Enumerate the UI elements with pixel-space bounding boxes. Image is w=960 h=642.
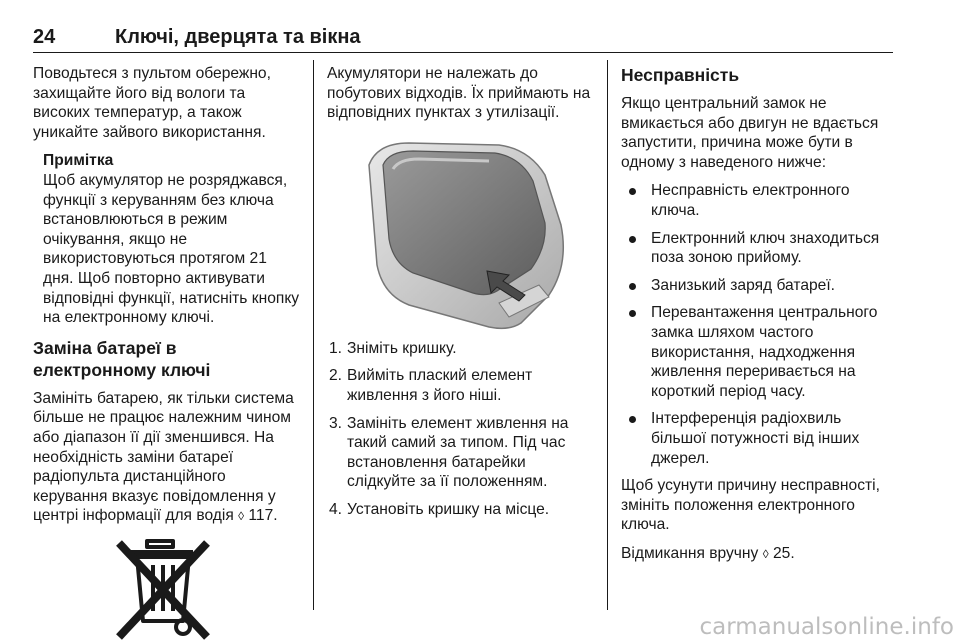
malfunction-outro: Щоб усунути причину несправності, змініть положення електронного ключа. [621,477,880,534]
note-title: Примітка [43,152,114,170]
intro-paragraph: Поводьтеся з пультом обережно, захищайте його від вологи та високих температур, а також уникайте зайвого використання. [33,65,271,141]
column-1 [33,64,301,641]
list-item: 4. Установіть кришку на місце. [329,500,550,518]
bullet-icon [629,283,636,290]
list-item: Несправність електронного ключа. [621,181,889,220]
recycling-paragraph: Акумулятори не належать до побутових відходів. Їх приймають на відповідних пунктах з утилізації. [327,65,591,122]
note-text: Щоб акумулятор не розряджався, функції з керуванням без ключа встановлюються в режим очікування, якщо не використовуються протягом 21 дня. Щоб повторно активувати відповідні функції, натисніть кнопку на електронному ключі. [43,171,300,327]
list-item: 3. Замініть елемент живлення на такий самий за типом. Під час встановлення батарейки слідкуйте за її положенням. [329,414,569,491]
list-item: Електронний ключ знаходиться поза зоною прийому. [621,229,889,268]
column-divider-2 [607,60,608,610]
xref-link[interactable]: 25. [772,544,795,562]
manual-unlock-ref: Відмикання вручну ◊ 25. [621,544,795,562]
key-fob-illustration [349,135,581,331]
page-title: Ключі, дверцята та вікна [115,26,361,48]
bullet-icon [629,236,636,243]
list-item: Перевантаження центрального замка шляхом частого використання, надходження живлення переривається на короткий період часу. [621,303,889,401]
header-rule [33,52,893,53]
battery-text: Замініть батарею, як тільки система більше не працює належним чином або діапазон її дії зменшився. На необхідність заміни батареї радіопульта дистанційного керування вказує повідомлення у центрі інформації для водія [33,389,294,525]
bullet-icon [629,416,636,423]
column-divider-1 [313,60,314,610]
list-item: 1. Зніміть кришку. [329,339,457,357]
malfunction-intro: Якщо центральний замок не вмикається або двигун не вдається запустити, причина може бути в одному з наведеного нижче: [621,95,879,171]
column-3 [621,64,889,573]
bullet-icon [629,188,636,195]
list-item: 2. Вийміть плаский елемент живлення з його ніші. [329,367,533,404]
note-block [43,151,301,327]
page-number: 24 [33,26,56,48]
list-item: Занизький заряд батареї. [621,276,889,296]
bullet-icon [629,310,636,317]
battery-steps-list [327,339,595,520]
column-2 [327,64,595,528]
battery-replacement-heading: Заміна батареї в електронному ключі [33,337,211,380]
malfunction-causes-list [621,181,889,468]
battery-replacement-text [33,389,301,527]
list-item: Інтерференція радіохвиль більшої потужності від інших джерел. [621,409,889,468]
xref-link[interactable]: 117. [248,507,278,525]
malfunction-heading: Несправність [621,65,740,85]
xref-icon: ◊ [762,546,769,561]
watermark: carmanualsonline.info [699,614,954,640]
xref-icon: ◊ [238,509,245,524]
crossed-bin-icon [113,539,213,641]
